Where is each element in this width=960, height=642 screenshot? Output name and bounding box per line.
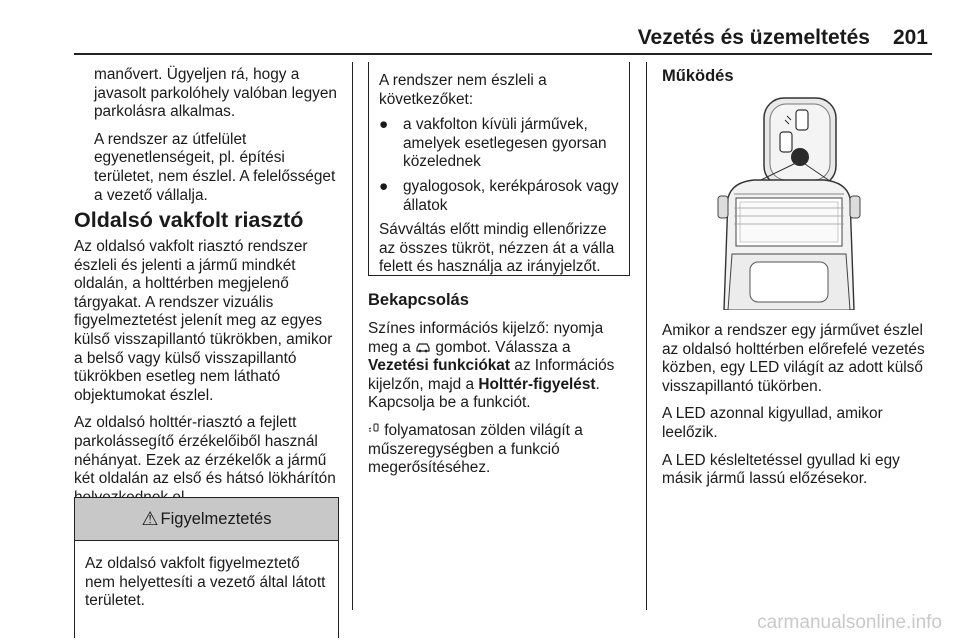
paragraph: A LED azonnal kigyullad, amikor leelőzik. bbox=[662, 405, 883, 441]
column-1-section bbox=[74, 196, 340, 516]
note-tail: Sávváltás előtt mindig ellenőrizze az összes tükröt, nézzen át a vállа felett és használja az irányjelzőt. bbox=[379, 221, 615, 276]
column-3-heading bbox=[662, 66, 932, 96]
blind-spot-indicator-icon bbox=[368, 422, 384, 439]
warning-title: Figyelmeztetés bbox=[160, 509, 272, 528]
paragraph: A rendszer az útfelület egyenetlenségeit, pl. építési területet, nem észlel. A felelősséget a vezető vállalja. bbox=[94, 130, 336, 204]
paragraph: Színes információs kijelző: nyomja meg a gombot. Válassza a Vezetési funkciókat az Információs kijelzőn, majd a Holttér-figyelést. Kapcsolja be a funkciót. bbox=[368, 320, 615, 412]
car-settings-icon bbox=[415, 339, 435, 356]
note-box bbox=[368, 62, 630, 276]
paragraph: Az oldalsó holttér-riasztó a fejlett parkolássegítő érzékelőiből használ néhányat. Ezek az érzékelők a jármű két oldalán az első és hátsó lökhárítón bbox=[74, 414, 336, 488]
section-heading: Működés bbox=[662, 67, 734, 85]
page-number: 201 bbox=[892, 26, 928, 49]
paragraph: manővert. Ügyeljen rá, hogy a javasolt parkolóhely valóban legyen parkolásra alkalmas. bbox=[94, 66, 337, 121]
section-heading: Oldalsó vakfolt riasztó bbox=[74, 208, 304, 232]
warning-header bbox=[75, 498, 338, 541]
page-header bbox=[74, 26, 932, 54]
paragraph: folyamatosan zölden világít a műszeregységben a funkció megerősítéséhez. bbox=[368, 421, 583, 477]
warning-box bbox=[74, 497, 339, 638]
column-divider-left bbox=[352, 62, 353, 610]
paragraph: Az oldalsó vakfolt riasztó rendszer észleli és jelenti a jármű mindkét oldalán, a holttérben megjelenő tárgyakat. A rendszer vizuális figyelmeztetést jelenít meg az egyes külső visszapillantó tükrökben, amikor a belső vagy külső visszapillantó tükrökben esetleg nem látható objektumokat észlel. bbox=[74, 238, 333, 404]
paragraph: Amikor a rendszer egy járművet észlel az oldalsó holttérben előrefelé vezetés közben, egy LED világít az adott külső visszapillantó tükörben. bbox=[662, 322, 925, 395]
column-1 bbox=[84, 66, 340, 214]
paragraph: A LED késleltetéssel gyullad ki egy másik jármű lassú előzésekor. bbox=[662, 451, 900, 488]
column-2 bbox=[368, 290, 634, 487]
column-divider-right bbox=[646, 62, 647, 610]
warning-triangle-icon: ⚠ bbox=[141, 508, 159, 530]
column-3 bbox=[662, 322, 932, 498]
header-rule bbox=[74, 53, 932, 55]
warning-text: Az oldalsó vakfolt figyelmeztető nem helyettesíti a vezető által látott területet. bbox=[85, 555, 326, 610]
list-item-text: a vakfolton kívüli járművek, amelyek esetlegesen gyorsan közelednek bbox=[403, 116, 607, 171]
list-item: ● gyalogosok, kerékpárosok vagy állatok bbox=[379, 178, 629, 215]
note-intro: A rendszer nem észleli a következőket: bbox=[379, 72, 547, 108]
watermark: carmanualsonline.info bbox=[757, 612, 942, 633]
list-item-text: gyalogosok, kerékpárosok vagy állatok bbox=[403, 177, 619, 214]
section-title: Vezetés és üzemeltetés bbox=[637, 26, 870, 49]
mirror-led-rear-view-illustration bbox=[714, 96, 864, 310]
list-item: ● a vakfolton kívüli járművek, amelyek esetlegesen gyorsan közelednek bbox=[379, 116, 629, 172]
section-heading: Bekapcsolás bbox=[368, 291, 469, 309]
